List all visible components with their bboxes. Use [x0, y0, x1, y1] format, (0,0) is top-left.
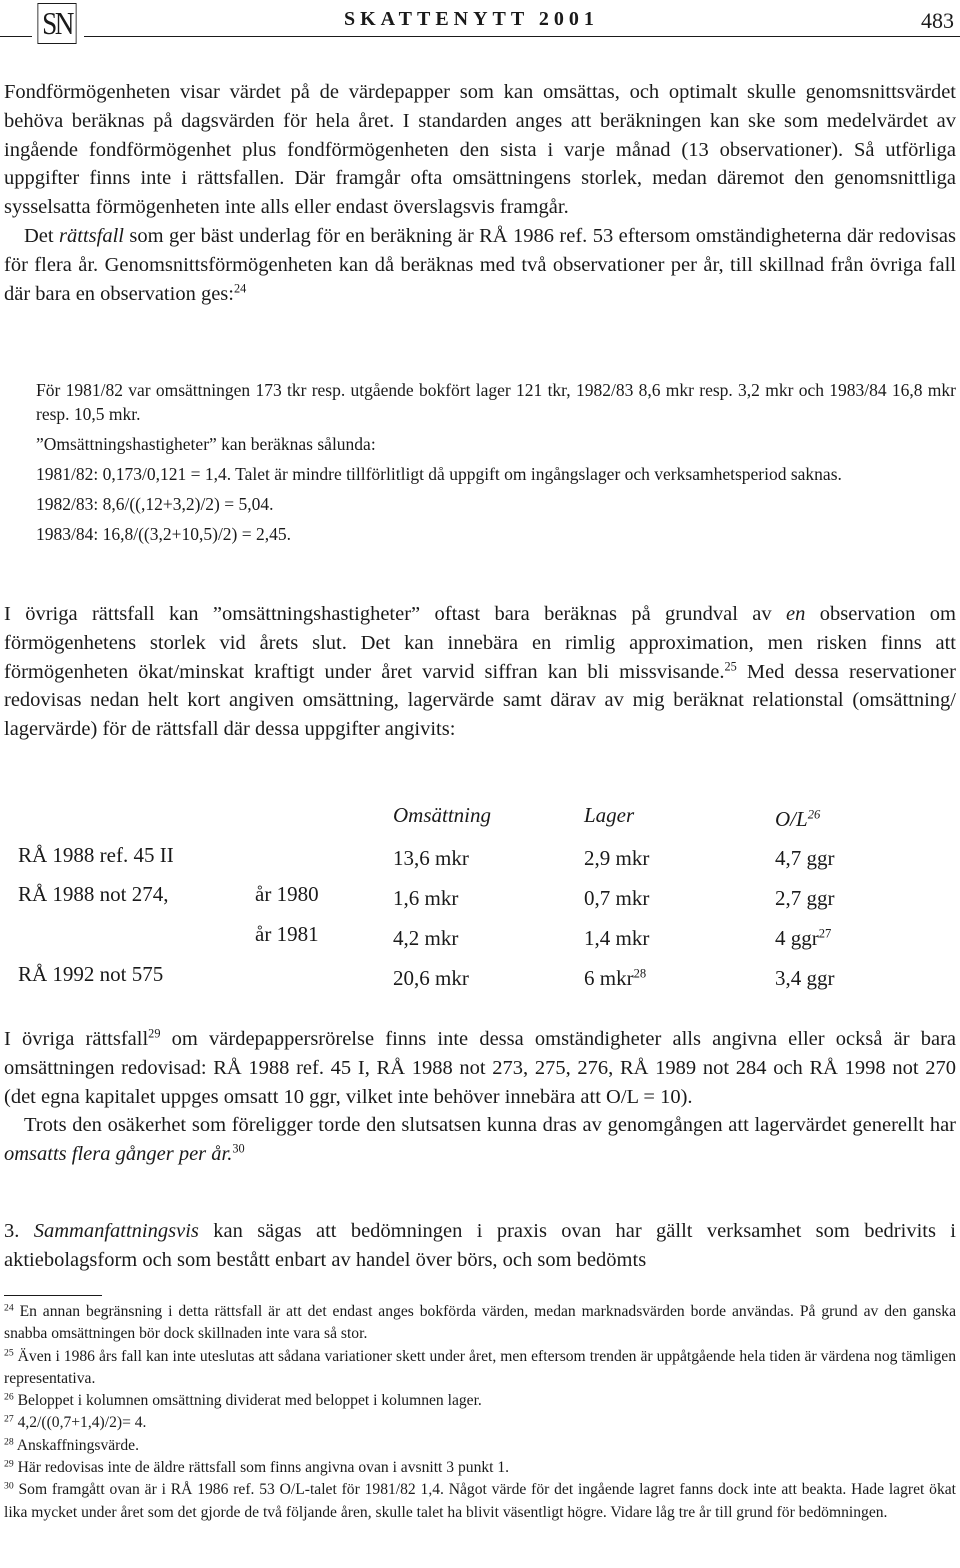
footnote-number: 29	[4, 1458, 14, 1470]
footnote-26	[4, 1390, 956, 1412]
footnote-number: 30	[4, 1481, 14, 1493]
footnote-text: 4,2/((0,7+1,4)/2)= 4.	[17, 1414, 147, 1432]
turnover-table	[0, 795, 960, 1005]
footnote-ref-27[interactable]: 27	[818, 926, 832, 941]
paragraph-2-emphasis: rättsfall	[59, 224, 124, 247]
footnote-number: 26	[4, 1391, 14, 1403]
paragraph-3-text-c: Med dessa reservationer redovisas nedan helt kort angiven omsättning, lagervärde samt därav av mig beräknat relationstal (omsättning/ lagervärde) för de rättsfall där dessa uppgifter angivits:	[4, 660, 956, 741]
table-row-2-omsattning: 1,6 mkr	[393, 886, 459, 910]
journal-logo: SN	[37, 3, 76, 44]
paragraph-2-text-b: som ger bäst underlag för en beräkning är RÅ 1986 ref. 53 eftersom omständigheterna där redovisas för flera år. Genomsnittsförmögenheten kan då beräknas med två observationer per år, till skillnad från övriga fall där bara en observation ges:	[4, 224, 956, 305]
paragraph-3-text-b: observation om förmögenhetens storlek vid årets slut. Det kan innebära en rimlig approximation, men risken finns att förmögenheten ökat/minskat kraftigt under året varvid siffran kan bli missvisande.	[4, 603, 957, 683]
table-row-2-ol: 2,7 ggr	[775, 886, 835, 910]
quote-line-5: 1983/84: 16,8/((3,2+10,5)/2) = 2,45.	[36, 524, 291, 544]
paragraph-2	[4, 222, 956, 308]
footnote-25	[4, 1346, 956, 1391]
header-rule-left	[0, 36, 32, 37]
page-number: 483	[921, 8, 954, 33]
footnote-ref-25[interactable]: 25	[724, 659, 737, 674]
table-row-3-year: år 1981	[255, 922, 319, 946]
paragraph-2-text-a: Det	[24, 224, 60, 247]
table-row-3-ol-value: 4 ggr	[775, 926, 819, 950]
body-bottom	[4, 1025, 956, 1169]
paragraph-1	[4, 78, 956, 222]
footnote-number: 25	[4, 1347, 14, 1359]
body-top	[4, 78, 956, 308]
quote-block	[4, 378, 956, 546]
footnote-ref-26[interactable]: 26	[807, 807, 821, 822]
paragraph-5	[4, 1111, 956, 1169]
paragraph-6-text: kan sägas att bedömningen i praxis ovan har gällt verksamhet som bedrivits i aktiebolagsform och som bestått enbart av handel över börs, och som bedömts	[4, 1220, 956, 1271]
footnote-24	[4, 1301, 956, 1346]
table-header-omsattning: Omsättning	[393, 803, 492, 827]
footnote-ref-29[interactable]: 29	[148, 1026, 161, 1041]
footnote-28	[4, 1435, 956, 1457]
footnote-ref-30[interactable]: 30	[232, 1141, 245, 1156]
journal-title: SKATTENYTT 2001	[344, 8, 599, 30]
quote-line-3: 1981/82: 0,173/0,121 = 1,4. Talet är mindre tillförlitligt då uppgift om ingångslager och verksamhetsperiod saknas.	[36, 464, 842, 484]
header-rule-right	[84, 36, 960, 37]
paragraph-4	[4, 1025, 956, 1111]
footnote-text: Som framgått ovan är i RÅ 1986 ref. 53 O/L-talet för 1981/82 1,4. Något värde för det ingående lagret fanns dock inte att beakta. Hade lagret ökat lika mycket under året som det gjorde de två följande åren, skulle talet ha blivit väsentligt högre. Vidare låg tre år till grund för bedömningen.	[4, 1481, 956, 1521]
section-number: 3.	[4, 1220, 34, 1242]
section-3	[4, 1217, 956, 1275]
table-row-4-lager	[584, 966, 646, 991]
table-row-4-case: RÅ 1992 not 575	[18, 962, 164, 986]
table-row-4-lager-value: 6 mkr	[584, 966, 634, 990]
paragraph-6-emphasis: Sammanfattningsvis	[33, 1220, 199, 1242]
footnote-27	[4, 1412, 956, 1434]
footnote-number: 28	[4, 1436, 14, 1448]
footnote-text: Även i 1986 års fall kan inte uteslutas att sådana variationer skett under året, men eftersom trenden är uppåtgående hela tiden är värdena nog tämligen representativa.	[4, 1347, 956, 1387]
table-row-2-lager: 0,7 mkr	[584, 886, 650, 910]
quote-line-1: För 1981/82 var omsättningen 173 tkr resp. utgående bokfört lager 121 tkr, 1982/83 8,6 mkr resp. 3,2 mkr och 1983/84 16,8 mkr resp. 10,5 mkr.	[36, 380, 956, 424]
quote-line-4: 1982/83: 8,6/((,12+3,2)/2) = 5,04.	[36, 494, 274, 514]
quote-line-2: ”Omsättningshastigheter” kan beräknas sålunda:	[36, 434, 376, 454]
paragraph-5-emphasis: omsatts flera gånger per år.	[4, 1143, 233, 1166]
footnote-text: Anskaffningsvärde.	[16, 1436, 139, 1454]
page-header	[0, 0, 960, 46]
footnote-text: Här redovisas inte de äldre rättsfall som finns angivna ovan i avsnitt 3 punkt 1.	[17, 1459, 510, 1477]
footnote-number: 27	[4, 1414, 14, 1426]
table-header-ol	[775, 807, 820, 832]
paragraph-3	[4, 600, 956, 744]
body-middle	[4, 600, 956, 744]
paragraph-5-text: Trots den osäkerhet som föreligger torde den slutsatsen kunna dras av genomgången att lagervärdet generellt har	[24, 1114, 956, 1137]
paragraph-4-text-b: om värdepappersrörelse finns inte dessa omständigheter alls angivna eller också är bara omsättningen redovisad: RÅ 1988 ref. 45 I, RÅ 1988 not 273, 275, 276, RÅ 1989 not 284 och RÅ 1998 not 270 (det egna kapitalet uppges omsatt 10 ggr, vilket inte behöver innebära att O/L = 10).	[4, 1028, 956, 1108]
footnote-ref-24[interactable]: 24	[233, 281, 247, 296]
paragraph-1-text: Fondförmögenheten visar värdet på de värdepapper som kan omsättas, och optimalt skulle genomsnittsvärdet behöva beräknas på dagsvärden för hela året. I standarden anges att beräkningen kan ske som medelvärdet av ingående fondförmögenhet plus fondförmögenheten den sista i varje månad (13 observationer). Så utförliga uppgifter finns inte i rättsfallen. Där framgår ofta omsättningens storlek, medan däremot den genomsnittliga sysselsatta förmögenheten inte alls eller endast överslagsvis framgår.	[4, 81, 956, 219]
table-row-1-case: RÅ 1988 ref. 45 II	[18, 843, 174, 867]
table-row-2-case: RÅ 1988 not 274,	[18, 882, 169, 906]
table-row-1-ol: 4,7 ggr	[775, 846, 835, 870]
paragraph-3-text-a: I övriga rättsfall kan ”omsättningshastigheter” oftast bara beräknas på grundval av	[4, 603, 787, 625]
table-header-lager: Lager	[584, 803, 635, 827]
footnote-29	[4, 1457, 956, 1479]
table-row-1-lager: 2,9 mkr	[584, 846, 650, 870]
footnotes	[4, 1301, 956, 1524]
table-row-1-omsattning: 13,6 mkr	[393, 846, 469, 870]
paragraph-3-emphasis: en	[786, 603, 806, 625]
table-row-4-omsattning: 20,6 mkr	[393, 966, 469, 990]
footnote-number: 24	[4, 1302, 14, 1314]
footnote-ref-28[interactable]: 28	[633, 966, 647, 981]
footnote-30	[4, 1479, 956, 1524]
table-row-4-ol: 3,4 ggr	[775, 966, 835, 990]
paragraph-4-text-a: I övriga rättsfall	[4, 1028, 149, 1050]
paragraph-6	[4, 1217, 956, 1275]
table-row-3-ol	[775, 926, 831, 951]
footnote-separator	[4, 1295, 102, 1296]
table-row-3-lager: 1,4 mkr	[584, 926, 650, 950]
footnote-text: Beloppet i kolumnen omsättning dividerat med beloppet i kolumnen lager.	[17, 1392, 482, 1410]
footnote-text: En annan begränsning i detta rättsfall är att det endast anges bokförda värden, medan marknadsvärden borde användas. På grund av den ganska snabba omsättningen bör dock skillnaden inte vara så stor.	[4, 1303, 956, 1343]
table-row-2-year: år 1980	[255, 882, 319, 906]
table-row-3-omsattning: 4,2 mkr	[393, 926, 459, 950]
table-header-ol-label: O/L	[775, 807, 808, 831]
